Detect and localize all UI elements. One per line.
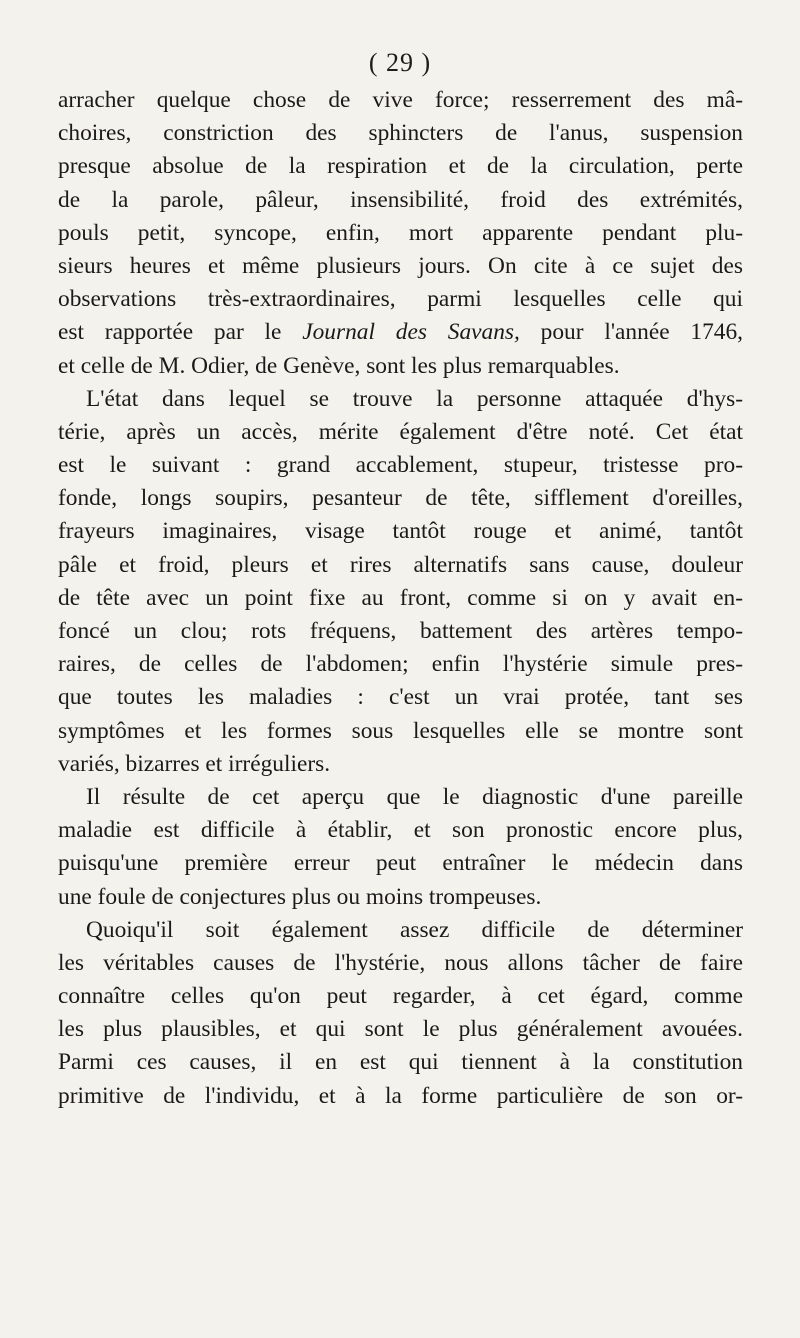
text-line: les plus plausibles, et qui sont le plus généralement avouées. bbox=[58, 1016, 743, 1043]
text-line: pouls petit, syncope, enfin, mort apparente pendant plu- bbox=[58, 219, 743, 246]
text-line: Quoiqu'il soit également assez difficile de déterminer bbox=[86, 916, 743, 943]
text-line bbox=[58, 316, 743, 349]
text-line: symptômes et les formes sous lesquelles elle se montre sont bbox=[58, 717, 743, 744]
text-line: les véritables causes de l'hystérie, nous allons tâcher de faire bbox=[58, 949, 743, 976]
text-line: L'état dans lequel se trouve la personne attaquée d'hys- bbox=[86, 385, 743, 412]
text-line: frayeurs imaginaires, visage tantôt rouge et animé, tantôt bbox=[58, 518, 743, 545]
text-line: maladie est difficile à établir, et son pronostic encore plus, bbox=[58, 817, 743, 844]
text-line: que toutes les maladies : c'est un vrai protée, tant ses bbox=[58, 684, 743, 711]
text-segment: est rapportée par le bbox=[58, 319, 303, 346]
text-line: térie, après un accès, mérite également d'être noté. Cet état bbox=[58, 418, 743, 445]
text-line: et celle de M. Odier, de Genève, sont les plus remarquables. bbox=[58, 352, 620, 379]
journal-title: Journal des Savans, bbox=[302, 319, 520, 346]
text-line: Il résulte de cet aperçu que le diagnostic d'une pareille bbox=[86, 783, 743, 810]
text-line: observations très-extraordinaires, parmi lesquelles celle qui bbox=[58, 286, 743, 313]
text-line: foncé un clou; rots fréquens, battement des artères tempo- bbox=[58, 618, 743, 644]
text-line: de la parole, pâleur, insensibilité, froid des extrémités, bbox=[58, 186, 743, 213]
text-line: connaître celles qu'on peut regarder, à cet égard, comme bbox=[58, 983, 743, 1010]
text-line: raires, de celles de l'abdomen; enfin l'hystérie simule pres- bbox=[58, 651, 743, 678]
text-line: Parmi ces causes, il en est qui tiennent à la constitution bbox=[58, 1049, 743, 1076]
body-text bbox=[58, 84, 743, 1113]
text-line: sieurs heures et même plusieurs jours. On cite à ce sujet des bbox=[58, 252, 743, 279]
text-line: variés, bizarres et irréguliers. bbox=[58, 750, 331, 777]
text-line: choires, constriction des sphincters de l'anus, suspension bbox=[58, 120, 743, 147]
text-line: primitive de l'individu, et à la forme particulière de son or- bbox=[58, 1082, 743, 1109]
text-line: puisqu'une première erreur peut entraîner le médecin dans bbox=[58, 850, 743, 877]
text-line: une foule de conjectures plus ou moins trompeuses. bbox=[58, 883, 542, 910]
text-line: est le suivant : grand accablement, stupeur, tristesse pro- bbox=[58, 452, 743, 479]
text-line: fonde, longs soupirs, pesanteur de tête, sifflement d'oreilles, bbox=[58, 485, 743, 512]
text-line: arracher quelque chose de vive force; resserrement des mâ- bbox=[58, 87, 743, 113]
text-line: presque absolue de la respiration et de la circulation, perte bbox=[58, 153, 743, 180]
text-line: pâle et froid, pleurs et rires alternatifs sans cause, douleur bbox=[58, 551, 743, 578]
page-number: ( 29 ) bbox=[368, 48, 432, 77]
text-segment: pour l'année 1746, bbox=[519, 319, 744, 346]
text-line: de tête avec un point fixe au front, comme si on y avait en- bbox=[58, 584, 743, 611]
